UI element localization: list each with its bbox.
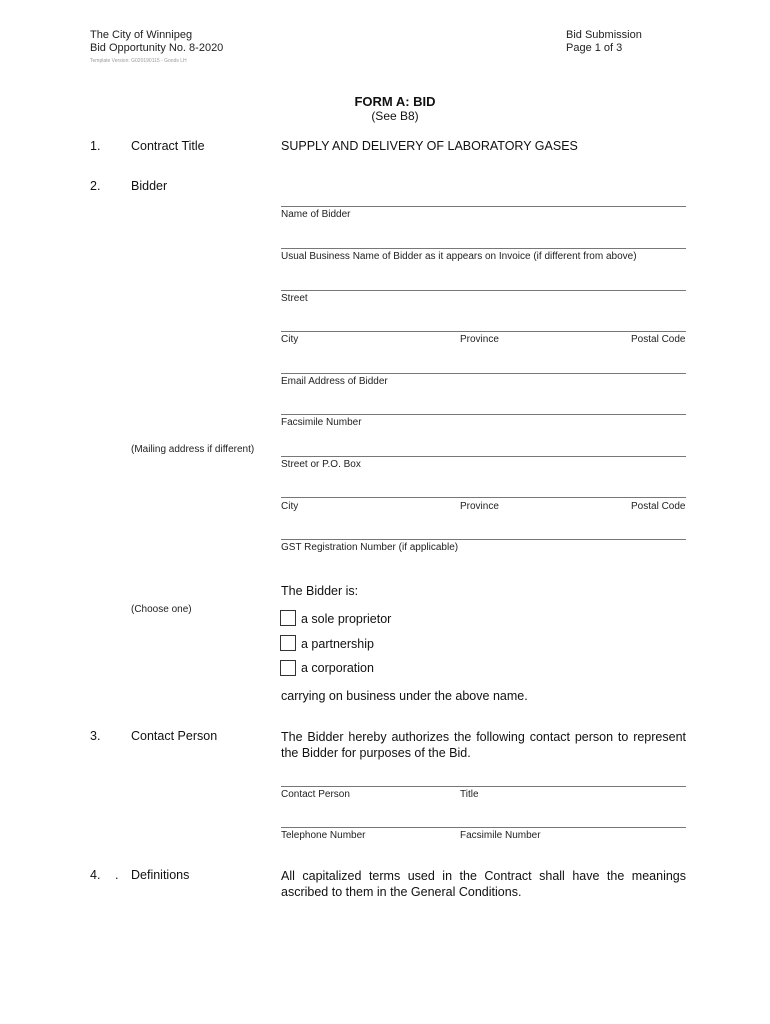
section3-number: 3. bbox=[90, 729, 101, 743]
corporation-checkbox[interactable] bbox=[280, 660, 296, 676]
street-line[interactable] bbox=[281, 290, 686, 291]
header-city: The City of Winnipeg bbox=[90, 29, 193, 41]
name-of-bidder-caption: Name of Bidder bbox=[281, 209, 351, 220]
mailing-province-caption: Province bbox=[460, 501, 499, 512]
corporation-label: a corporation bbox=[301, 661, 374, 675]
facsimile-caption: Facsimile Number bbox=[281, 417, 362, 428]
section1-label: Contract Title bbox=[131, 139, 205, 153]
telephone-caption: Telephone Number bbox=[281, 830, 366, 841]
telephone-facsimile-line[interactable] bbox=[281, 827, 686, 828]
bidder-is-label: The Bidder is: bbox=[281, 584, 359, 598]
name-of-bidder-line[interactable] bbox=[281, 206, 686, 207]
header-bid-opportunity: Bid Opportunity No. 8-2020 bbox=[90, 42, 224, 54]
postal-code-caption: Postal Code bbox=[631, 334, 686, 345]
section2-number: 2. bbox=[90, 179, 101, 193]
section2-label: Bidder bbox=[131, 179, 168, 193]
form-subtitle: (See B8) bbox=[371, 109, 419, 123]
form-title: FORM A: BID bbox=[354, 94, 436, 109]
definitions-text: All capitalized terms used in the Contract shall have the meanings ascribed to them in the General Conditions. bbox=[281, 869, 686, 899]
sole-proprietor-label: a sole proprietor bbox=[301, 612, 392, 626]
mailing-city-province-postal-line[interactable] bbox=[281, 497, 686, 498]
city-caption: City bbox=[281, 334, 299, 345]
contact-person-caption: Contact Person bbox=[281, 789, 350, 800]
section4-dot: . bbox=[115, 868, 119, 882]
title-caption: Title bbox=[460, 789, 479, 800]
street-caption: Street bbox=[281, 293, 308, 304]
section1-number: 1. bbox=[90, 139, 101, 153]
province-caption: Province bbox=[460, 334, 499, 345]
mailing-postal-code-caption: Postal Code bbox=[631, 501, 686, 512]
contact-person-title-line[interactable] bbox=[281, 786, 686, 787]
facsimile-line[interactable] bbox=[281, 414, 686, 415]
city-province-postal-line[interactable] bbox=[281, 331, 686, 332]
header-page-number: Page 1 of 3 bbox=[566, 42, 623, 54]
choose-one-note: (Choose one) bbox=[131, 604, 192, 615]
contact-authorization-text: The Bidder hereby authorizes the following contact person to represent the Bidder for purposes of the Bid. bbox=[281, 730, 686, 760]
street-po-box-caption: Street or P.O. Box bbox=[281, 459, 361, 470]
partnership-checkbox[interactable] bbox=[280, 635, 296, 651]
sole-proprietor-checkbox[interactable] bbox=[280, 610, 296, 626]
section3-label: Contact Person bbox=[131, 729, 218, 743]
section4-label: Definitions bbox=[131, 868, 190, 882]
street-po-box-line[interactable] bbox=[281, 456, 686, 457]
usual-business-name-caption: Usual Business Name of Bidder as it appears on Invoice (if different from above) bbox=[281, 251, 637, 262]
usual-business-name-line[interactable] bbox=[281, 248, 686, 249]
contact-facsimile-caption: Facsimile Number bbox=[460, 830, 541, 841]
section4-number: 4. bbox=[90, 868, 101, 882]
carrying-on-business-text: carrying on business under the above name. bbox=[281, 689, 528, 703]
email-line[interactable] bbox=[281, 373, 686, 374]
mailing-address-note: (Mailing address if different) bbox=[131, 444, 255, 455]
gst-line[interactable] bbox=[281, 539, 686, 540]
mailing-city-caption: City bbox=[281, 501, 299, 512]
email-caption: Email Address of Bidder bbox=[281, 376, 388, 387]
header-bid-submission: Bid Submission bbox=[566, 29, 642, 41]
partnership-label: a partnership bbox=[301, 637, 374, 651]
contract-title-value: SUPPLY AND DELIVERY OF LABORATORY GASES bbox=[281, 139, 578, 153]
header-template-version: Template Version: G020190115 - Goods LH bbox=[90, 58, 187, 64]
gst-caption: GST Registration Number (if applicable) bbox=[281, 542, 459, 553]
